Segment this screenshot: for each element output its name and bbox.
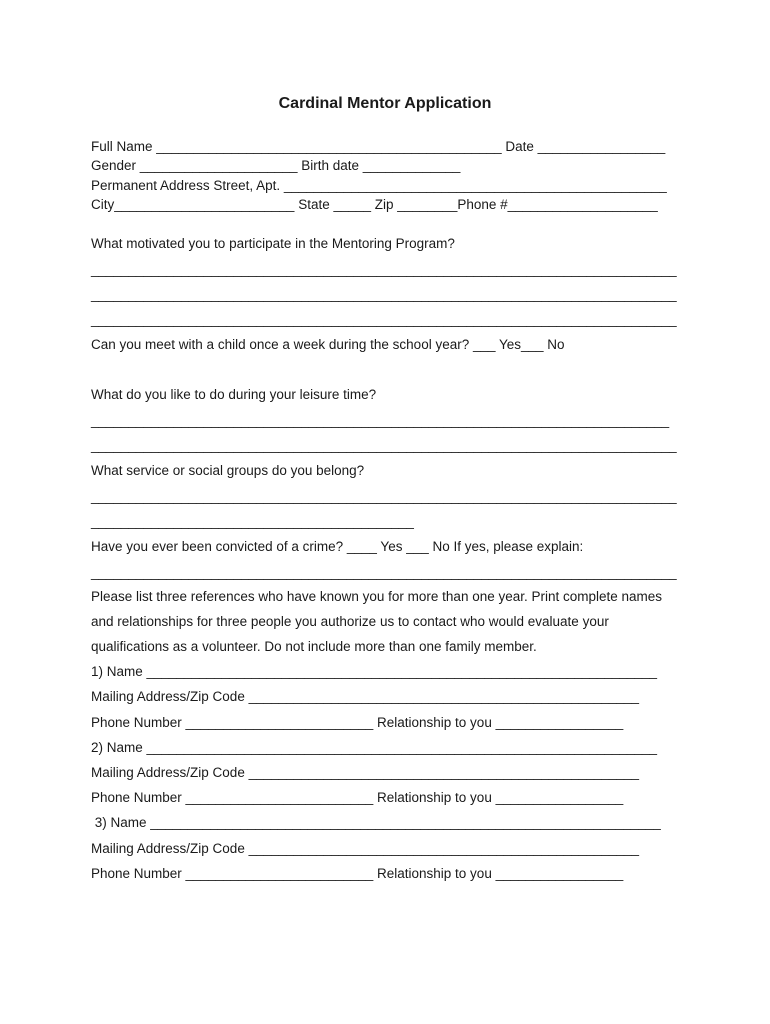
answer-line: ______________________________________________________________________________ [91, 489, 677, 504]
reference-2-address: Mailing Address/Zip Code ____________________________________________________ [91, 765, 639, 780]
reference-1-phone: Phone Number _________________________ Relationship to you _________________ [91, 715, 624, 730]
question-leisure: What do you like to do during your leisure time? [91, 387, 377, 402]
references-intro-line: and relationships for three people you authorize us to contact who would evaluate your [91, 614, 609, 629]
reference-2-phone: Phone Number _________________________ Relationship to you _________________ [91, 790, 624, 805]
address-line: Permanent Address Street, Apt. ___________________________________________________ [91, 178, 667, 193]
answer-line: ______________________________________________________________________________ [91, 262, 677, 277]
answer-line: ______________________________________________________________________________ [91, 312, 677, 327]
answer-line: ___________________________________________ [91, 514, 414, 529]
reference-3-name: 3) Name ____________________________________________________________________ [91, 815, 661, 830]
full-name-date-line: Full Name ______________________________________________ Date _________________ [91, 139, 666, 154]
city-state-zip-phone-line: City________________________ State _____ Zip ________Phone #____________________ [91, 197, 658, 212]
reference-2-name: 2) Name ____________________________________________________________________ [91, 740, 658, 755]
question-motivation: What motivated you to participate in the Mentoring Program? [91, 236, 455, 251]
answer-line: ______________________________________________________________________________ [91, 287, 677, 302]
answer-line: ______________________________________________________________________________ [91, 438, 677, 453]
references-intro-line: qualifications as a volunteer. Do not include more than one family member. [91, 639, 537, 654]
answer-line: ______________________________________________________________________________ [91, 565, 677, 580]
question-meet-weekly: Can you meet with a child once a week during the school year? ___ Yes___ No [91, 337, 565, 352]
reference-3-phone: Phone Number _________________________ Relationship to you _________________ [91, 866, 624, 881]
reference-1-name: 1) Name ____________________________________________________________________ [91, 664, 658, 679]
gender-birthdate-line: Gender _____________________ Birth date _____________ [91, 158, 461, 173]
reference-1-address: Mailing Address/Zip Code ____________________________________________________ [91, 689, 639, 704]
references-intro-line: Please list three references who have known you for more than one year. Print complete names [91, 589, 663, 604]
question-groups: What service or social groups do you belong? [91, 463, 365, 478]
page-title: Cardinal Mentor Application [278, 95, 492, 112]
question-crime: Have you ever been convicted of a crime? ____ Yes ___ No If yes, please explain: [91, 539, 584, 554]
answer-line: _____________________________________________________________________________ [91, 413, 670, 428]
reference-3-address: Mailing Address/Zip Code ____________________________________________________ [91, 841, 639, 856]
